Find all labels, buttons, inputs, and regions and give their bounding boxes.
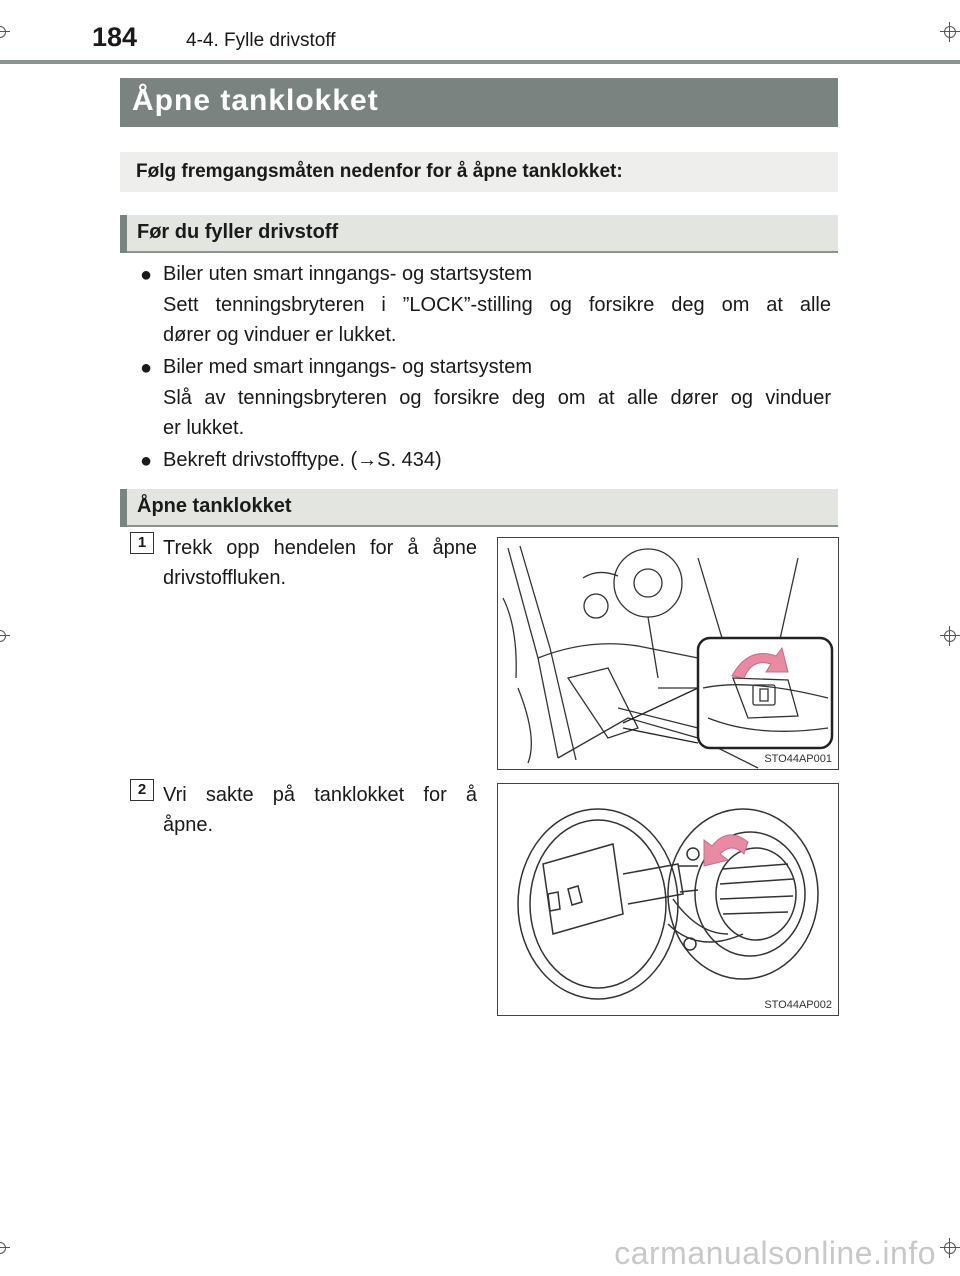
section-heading-text: Åpne tanklokket — [137, 495, 292, 517]
step-text-line: åpne. — [163, 814, 214, 836]
crop-mark-icon — [0, 22, 10, 42]
figure-fuel-cap — [497, 783, 839, 1016]
bullet-icon: ● — [140, 357, 153, 379]
figure-fuel-door-lever — [497, 537, 839, 770]
section-heading-text: Før du fyller drivstoff — [137, 221, 339, 243]
page-number: 184 — [92, 22, 138, 52]
watermark: carmanualsonline.info — [614, 1235, 936, 1271]
crop-mark-icon — [940, 22, 960, 42]
section-heading-open-cap — [120, 489, 838, 527]
crop-mark-icon — [940, 1238, 960, 1258]
bullet-text-line: Sett tenningsbryteren i ”LOCK”-stilling og forsikre deg om at alle — [163, 294, 831, 316]
bullet-icon: ● — [140, 264, 153, 286]
crop-mark-icon — [0, 626, 10, 646]
bullet-text-line: er lukket. — [163, 417, 245, 439]
running-header: 4-4. Fylle drivstoff — [186, 30, 336, 51]
bullet-text-line: dører og vinduer er lukket. — [163, 324, 397, 346]
fuel-door-lever-illustration — [498, 538, 838, 769]
crop-mark-icon — [0, 1238, 10, 1258]
figure-code: STO44AP002 — [764, 999, 832, 1011]
section-heading-before-refuel — [120, 215, 838, 253]
crop-mark-icon — [940, 626, 960, 646]
bullet-title: Biler uten smart inngangs- og startsystem — [163, 263, 533, 285]
heading-accent-bar — [120, 489, 127, 527]
header-rule — [0, 60, 960, 64]
step-text-line: Vri sakte på tanklokket for å — [163, 784, 477, 806]
step-number: 2 — [130, 779, 154, 801]
fuel-cap-illustration — [498, 784, 838, 1015]
curved-arrow-icon — [704, 835, 748, 866]
bullet-icon: ● — [140, 450, 153, 472]
page-title: Åpne tanklokket — [132, 84, 379, 117]
bullet-title: Biler med smart inngangs- og startsystem — [163, 356, 533, 378]
bullet-text-line: Slå av tenningsbryteren og forsikre deg om at alle dører og vinduer — [163, 387, 831, 409]
step-text-line: Trekk opp hendelen for å åpne — [163, 537, 477, 559]
page-title-bar — [120, 78, 838, 127]
heading-accent-bar — [120, 215, 127, 253]
intro-box — [120, 152, 838, 192]
step-number: 1 — [130, 532, 154, 554]
figure-code: STO44AP001 — [764, 753, 832, 765]
intro-text: Følg fremgangsmåten nedenfor for å åpne tanklokket: — [136, 161, 623, 182]
step-text-line: drivstoffluken. — [163, 567, 287, 589]
bullet-title: Bekreft drivstofftype. (→S. 434) — [163, 449, 442, 471]
